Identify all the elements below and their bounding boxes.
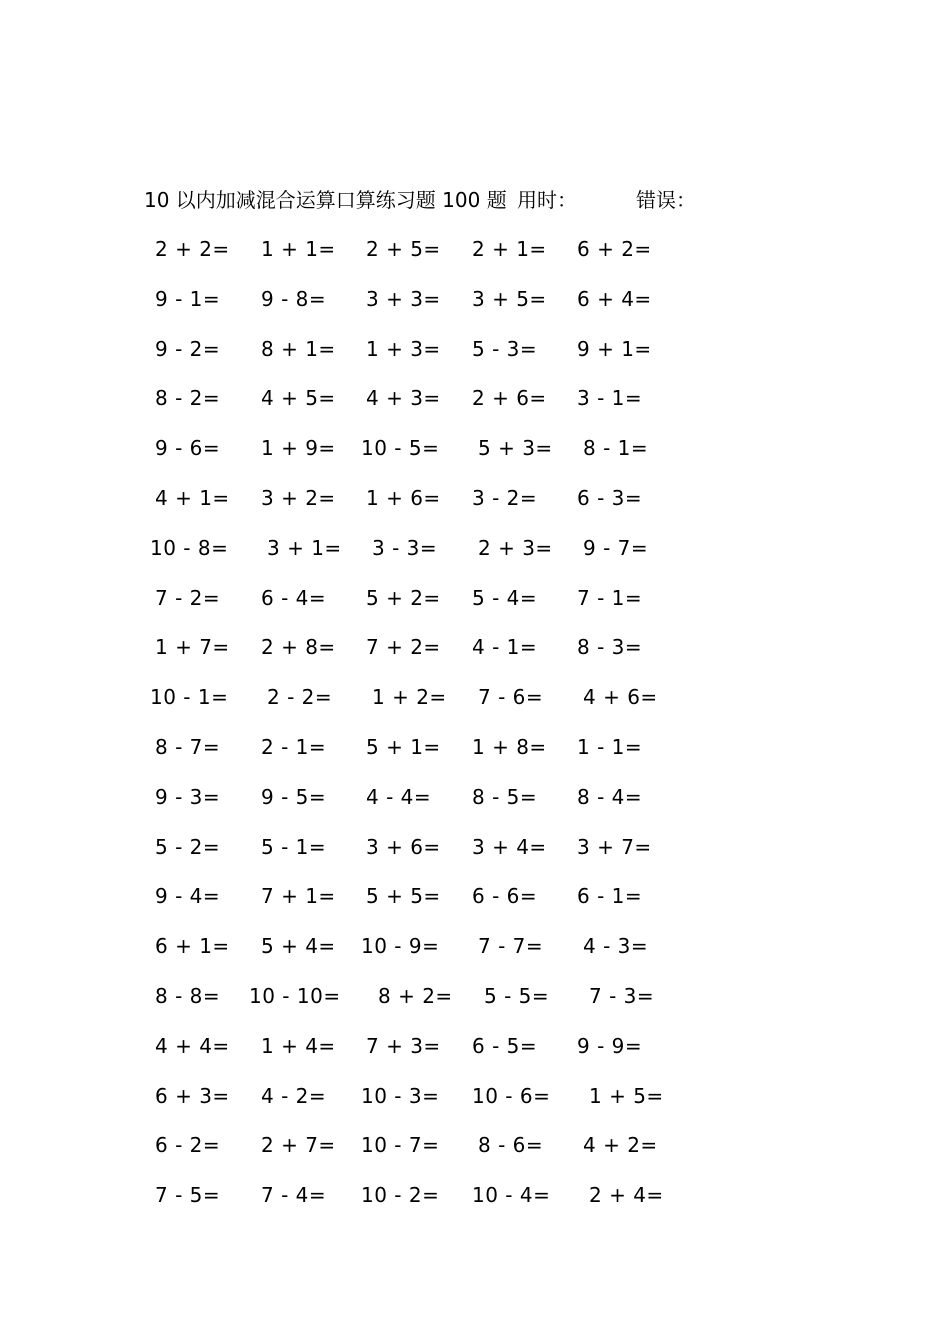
problem-row (0, 981, 950, 1011)
problem-item: 5 - 2= (155, 834, 221, 859)
problem-item: 9 - 6= (155, 436, 221, 461)
problem-item: 8 + 1= (261, 336, 336, 361)
problem-item: 3 + 7= (577, 834, 652, 859)
problem-item: 2 + 6= (472, 386, 547, 411)
problem-item: 4 - 2= (261, 1083, 327, 1108)
problem-row (0, 1031, 950, 1061)
problem-item: 9 - 9= (577, 1033, 643, 1058)
problem-item: 4 - 1= (472, 635, 538, 660)
problem-item: 10 - 3= (361, 1083, 440, 1108)
problem-item: 3 + 3= (366, 286, 441, 311)
problem-item: 8 - 2= (155, 386, 221, 411)
problem-item: 8 + 2= (378, 984, 453, 1008)
problem-item: 8 - 4= (577, 784, 643, 809)
problem-row (0, 832, 950, 862)
problem-item: 9 - 7= (583, 535, 649, 560)
problem-item: 3 + 2= (261, 486, 336, 510)
problem-item: 10 - 5= (361, 436, 440, 461)
problem-item: 4 - 3= (583, 934, 649, 959)
problem-item: 5 + 3= (478, 436, 553, 461)
problem-item: 7 + 3= (366, 1033, 441, 1058)
problem-item: 5 - 4= (472, 585, 538, 610)
problem-row (0, 433, 950, 463)
problem-item: 8 - 6= (478, 1133, 544, 1158)
problem-row (0, 931, 950, 961)
problem-item: 7 - 5= (155, 1183, 221, 1208)
problem-item: 1 + 3= (366, 336, 441, 361)
problem-item: 4 + 2= (583, 1133, 658, 1158)
problem-item: 4 + 3= (366, 386, 441, 411)
problem-row (0, 682, 950, 712)
problem-item: 8 - 8= (155, 984, 221, 1008)
time-label: 用时： (517, 188, 577, 212)
problem-item: 4 + 1= (155, 486, 230, 510)
problem-item: 3 - 2= (472, 486, 538, 510)
problem-row (0, 1081, 950, 1111)
problem-item: 10 - 1= (150, 685, 229, 710)
problem-item: 6 - 2= (155, 1133, 221, 1158)
problem-row (0, 234, 950, 264)
problem-item: 7 - 2= (155, 585, 221, 610)
problem-item: 1 - 1= (577, 735, 643, 759)
problem-item: 9 - 3= (155, 784, 221, 809)
problem-item: 10 - 10= (249, 984, 341, 1008)
problem-item: 2 + 3= (478, 535, 553, 560)
problem-item: 1 + 5= (589, 1083, 664, 1108)
problem-item: 9 - 5= (261, 784, 327, 809)
problem-item: 8 - 3= (577, 635, 643, 660)
problem-item: 2 + 2= (155, 237, 230, 261)
problem-item: 5 + 2= (366, 585, 441, 610)
problem-item: 2 + 5= (366, 237, 441, 261)
problem-item: 2 - 1= (261, 735, 327, 759)
problem-row (0, 782, 950, 812)
problem-item: 6 - 5= (472, 1033, 538, 1058)
problem-item: 3 + 1= (267, 535, 342, 560)
problem-item: 3 + 5= (472, 286, 547, 311)
problem-item: 1 + 2= (372, 685, 447, 710)
problem-item: 6 - 6= (472, 884, 538, 909)
problem-item: 2 - 2= (267, 685, 333, 710)
problem-item: 4 + 6= (583, 685, 658, 710)
problem-item: 8 - 7= (155, 735, 221, 759)
problem-item: 9 - 4= (155, 884, 221, 909)
problem-item: 1 + 1= (261, 237, 336, 261)
problem-row (0, 483, 950, 513)
problem-row (0, 383, 950, 413)
problem-item: 6 + 4= (577, 286, 652, 311)
problem-item: 3 + 4= (472, 834, 547, 859)
problem-item: 10 - 4= (472, 1183, 551, 1208)
problem-row (0, 284, 950, 314)
problem-item: 6 - 3= (577, 486, 643, 510)
problem-item: 6 - 1= (577, 884, 643, 909)
problem-item: 5 + 1= (366, 735, 441, 759)
problem-item: 8 - 5= (472, 784, 538, 809)
problem-item: 10 - 7= (361, 1133, 440, 1158)
problem-item: 7 - 1= (577, 585, 643, 610)
problem-item: 3 - 3= (372, 535, 438, 560)
problem-row (0, 583, 950, 613)
problem-item: 2 + 7= (261, 1133, 336, 1158)
problem-item: 4 - 4= (366, 784, 432, 809)
problem-item: 4 + 4= (155, 1033, 230, 1058)
problem-item: 4 + 5= (261, 386, 336, 411)
problem-item: 7 - 3= (589, 984, 655, 1008)
problem-item: 6 + 3= (155, 1083, 230, 1108)
problem-row (0, 632, 950, 662)
problem-item: 7 + 2= (366, 635, 441, 660)
problem-item: 5 - 3= (472, 336, 538, 361)
problem-item: 5 + 5= (366, 884, 441, 909)
problem-item: 1 + 9= (261, 436, 336, 461)
problem-item: 1 + 8= (472, 735, 547, 759)
problem-item: 2 + 8= (261, 635, 336, 660)
error-label: 错误： (636, 188, 696, 212)
problem-item: 1 + 7= (155, 635, 230, 660)
problem-item: 5 - 5= (484, 984, 550, 1008)
problem-row (0, 334, 950, 364)
problem-item: 10 - 9= (361, 934, 440, 959)
problem-item: 10 - 6= (472, 1083, 551, 1108)
problem-item: 2 + 1= (472, 237, 547, 261)
problem-item: 10 - 8= (150, 535, 229, 560)
problem-item: 5 + 4= (261, 934, 336, 959)
problem-item: 7 - 6= (478, 685, 544, 710)
problem-row (0, 533, 950, 563)
problem-item: 3 + 6= (366, 834, 441, 859)
problem-item: 9 - 1= (155, 286, 221, 311)
problem-item: 6 - 4= (261, 585, 327, 610)
worksheet-title: 10 以内加减混合运算口算练习题 100 题 (144, 188, 507, 212)
problem-row (0, 881, 950, 911)
problem-item: 1 + 4= (261, 1033, 336, 1058)
problem-item: 6 + 1= (155, 934, 230, 959)
problem-item: 5 - 1= (261, 834, 327, 859)
problem-item: 9 + 1= (577, 336, 652, 361)
problem-item: 7 + 1= (261, 884, 336, 909)
problem-item: 2 + 4= (589, 1183, 664, 1208)
problem-row (0, 1180, 950, 1210)
problem-item: 6 + 2= (577, 237, 652, 261)
problem-row (0, 1130, 950, 1160)
problem-item: 9 - 2= (155, 336, 221, 361)
problem-item: 7 - 7= (478, 934, 544, 959)
problem-item: 10 - 2= (361, 1183, 440, 1208)
problem-item: 7 - 4= (261, 1183, 327, 1208)
problem-item: 1 + 6= (366, 486, 441, 510)
problem-item: 9 - 8= (261, 286, 327, 311)
problem-item: 8 - 1= (583, 436, 649, 461)
problem-item: 3 - 1= (577, 386, 643, 411)
problem-row (0, 732, 950, 762)
